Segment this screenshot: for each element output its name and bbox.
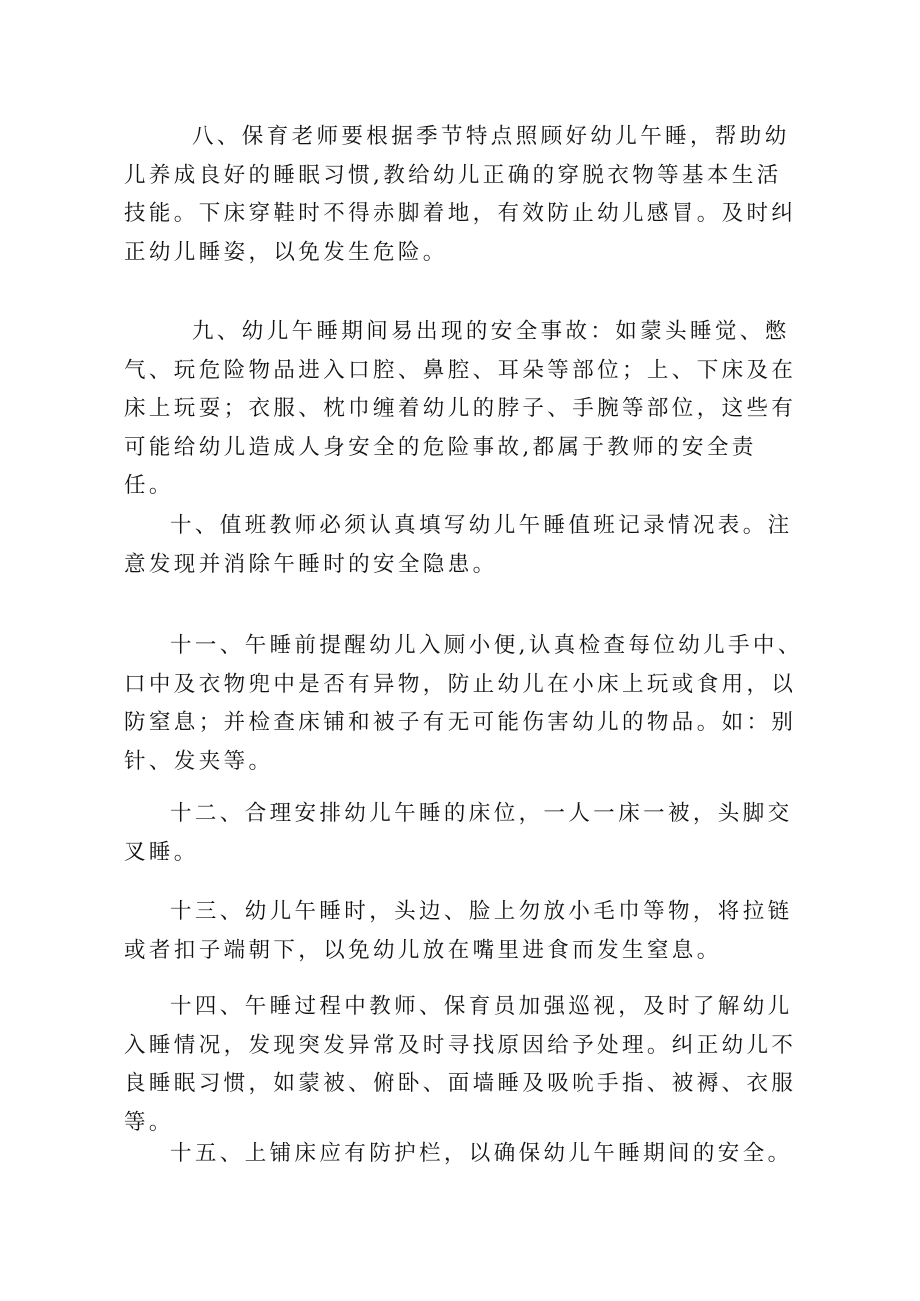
paragraph-13: 十三、幼儿午睡时，头边、脸上勿放小毛巾等物，将拉链或者扣子端朝下，以免幼儿放在嘴里进食而发生窒息。 <box>124 899 793 963</box>
paragraph-14: 十四、午睡过程中教师、保育员加强巡视，及时了解幼儿入睡情况，发现突发异常及时寻找原因给予处理。纠正幼儿不良睡眠习惯，如蒙被、俯卧、面墙睡及吸吮手指、被褥、衣服等。 <box>124 994 797 1135</box>
paragraph-11: 十一、午睡前提醒幼儿入厕小便,认真检查每位幼儿手中、口中及衣物兜中是否有异物，防止幼儿在小床上玩或食用，以防窒息；并检查床铺和被子有无可能伤害幼儿的物品。如：别针、发夹等。 <box>124 633 803 774</box>
paragraph-8: 八、保育老师要根据季节特点照顾好幼儿午睡，帮助幼儿养成良好的睡眠习惯,教给幼儿正确的穿脱衣物等基本生活技能。下床穿鞋时不得赤脚着地，有效防止幼儿感冒。及时纠正幼儿睡姿，以免发生危险。 <box>124 124 797 265</box>
paragraph-15: 十五、上铺床应有防护栏，以确保幼儿午睡期间的安全。 <box>170 1141 793 1166</box>
paragraph-12: 十二、合理安排幼儿午睡的床位，一人一床一被，头脚交叉睡。 <box>124 801 793 865</box>
paragraph-9: 九、幼儿午睡期间易出现的安全事故：如蒙头睡觉、憋气、玩危险物品进入口腔、鼻腔、耳朵等部位；上、下床及在床上玩耍；衣服、枕巾缠着幼儿的脖子、手腕等部位，这些有可能给幼儿造成人身安全的危险事故,都属于教师的安全责任。 <box>124 319 797 498</box>
paragraph-10: 十、值班教师必须认真填写幼儿午睡值班记录情况表。注意发现并消除午睡时的安全隐患。 <box>124 513 793 577</box>
